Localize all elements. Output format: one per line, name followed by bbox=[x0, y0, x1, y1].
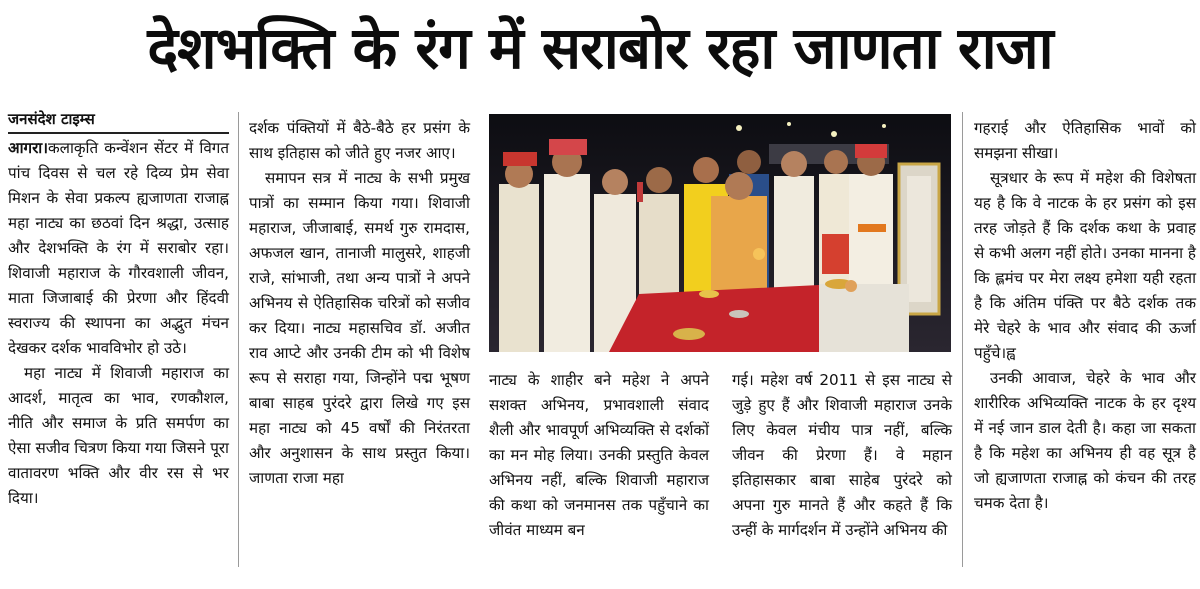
article-column-2 bbox=[249, 116, 470, 491]
stage-ceremony-photo bbox=[489, 114, 951, 352]
paragraph: महा नाट्य में शिवाजी महाराज का आदर्श, मातृत्व का भाव, रणकौशल, नीति और समाज के प्रति समर्पण का ऐसा सजीव चित्रण किया गया जिसने पूरा वातावरण भक्ति और वीर रस से भर दिया। bbox=[8, 364, 229, 507]
paragraph: समापन सत्र में नाट्य के सभी प्रमुख पात्रों का सम्मान किया गया। शिवाजी महाराज, जीजाबाई, समर्थ गुरु रामदास, अफजल खान, तानाजी मालुसरे, शाहजी राजे, सांभाजी, तथा अन्य पात्रों ने अपने अभिनय से ऐतिहासिक चरित्रों को सजीव कर दिया। नाट्य महासचिव डॉ. अजीत राव आप्टे और उनकी टीम को भी विशेष रूप से सराहा गया, जिन्होंने पद्म भूषण बाबा साहब पुरंदरे द्वारा लिखे गए इस महा नाट्य को 45 वर्षों की निरंतरता और अनुशासन के साथ प्रस्तुत किया। जाणता राजा महा bbox=[249, 169, 470, 487]
paragraph bbox=[8, 136, 229, 361]
byline-rule bbox=[8, 132, 229, 134]
paragraph: गई। महेश वर्ष 2011 से इस नाट्य से जुड़े हुए हैं और शिवाजी महाराज उनके लिए केवल मंचीय पात्र नहीं, बल्कि जीवन की प्रेरणा हैं। वे महान इतिहासकार बाबा साहेब पुरंदरे को अपना गुरु मानते हैं और कहते हैं कि उन्हीं के मार्गदर्शन में उन्होंने अभिनय की bbox=[732, 371, 952, 539]
paragraph: दर्शक पंक्तियों में बैठे-बैठे हर प्रसंग के साथ इतिहास को जीते हुए नजर आए। bbox=[249, 119, 470, 162]
article-column-5 bbox=[974, 116, 1196, 516]
paragraph: उनकी आवाज, चेहरे के भाव और शारीरिक अभिव्यक्ति नाटक के हर दृश्य में नई जान डाल देती है। कहा जा सकता है कि महेश का अभिनय ही वह सूत्र है जो ह्यजाणता राजाह्न को कंचन की तरह चमक देता है। bbox=[974, 369, 1196, 512]
paragraph: नाट्य के शाहीर बने महेश ने अपने सशक्त अभिनय, प्रभावशाली संवाद शैली और भावपूर्ण अभिव्यक्ति से दर्शकों का मन मोह लिया। उनकी प्रस्तुति केवल अभिनय नहीं, बल्कि शिवाजी महाराज की कथा को जनमानस तक पहुँचाने का जीवंत माध्यम बन bbox=[489, 371, 709, 539]
byline-credit: जनसंदेश टाइम्स bbox=[8, 110, 95, 128]
article-column-3 bbox=[489, 368, 709, 543]
article-column-1 bbox=[8, 108, 229, 511]
paragraph: सूत्रधार के रूप में महेश की विशेषता यह है कि वे नाटक के हर प्रसंग को इस तरह जोड़ते हैं कि दर्शक कथा के प्रवाह से कभी अलग नहीं होते। उनका मानना है कि ह्लमंच पर मेरा लक्ष्य हमेशा यही रहता है कि अंतिम पंक्ति पर बैठे दर्शक तक मेरे चेहरे के भाव और संवाद की ऊर्जा पहुँचे।ह्व bbox=[974, 169, 1196, 362]
article-column-4 bbox=[732, 368, 952, 543]
paragraph-text: कलाकृति कन्वेंशन सेंटर में विगत पांच दिवस से चल रहे दिव्य प्रेम सेवा मिशन के सेवा प्रकल्प ह्यजाणता राजाह्न महा नाट्य का छठवां दिन श्रद्धा, उत्साह और देशभक्ति के रंग में सराबोर रहा। शिवाजी महाराज के गौरवशाली जीवन, माता जिजाबाई की प्रेरणा और हिंदवी स्वराज्य की स्थापना का अद्भुत मंचन देखकर दर्शक भावविभोर हो उठे। bbox=[8, 139, 229, 357]
paragraph: गहराई और ऐतिहासिक भावों को समझना सीखा। bbox=[974, 119, 1196, 162]
headline: देशभक्ति के रंग में सराबोर रहा जाणता राजा bbox=[147, 14, 1053, 82]
dateline: आगरा। bbox=[8, 139, 48, 157]
column-divider bbox=[962, 112, 963, 567]
column-divider bbox=[238, 112, 239, 567]
photo-illustration bbox=[489, 114, 951, 352]
